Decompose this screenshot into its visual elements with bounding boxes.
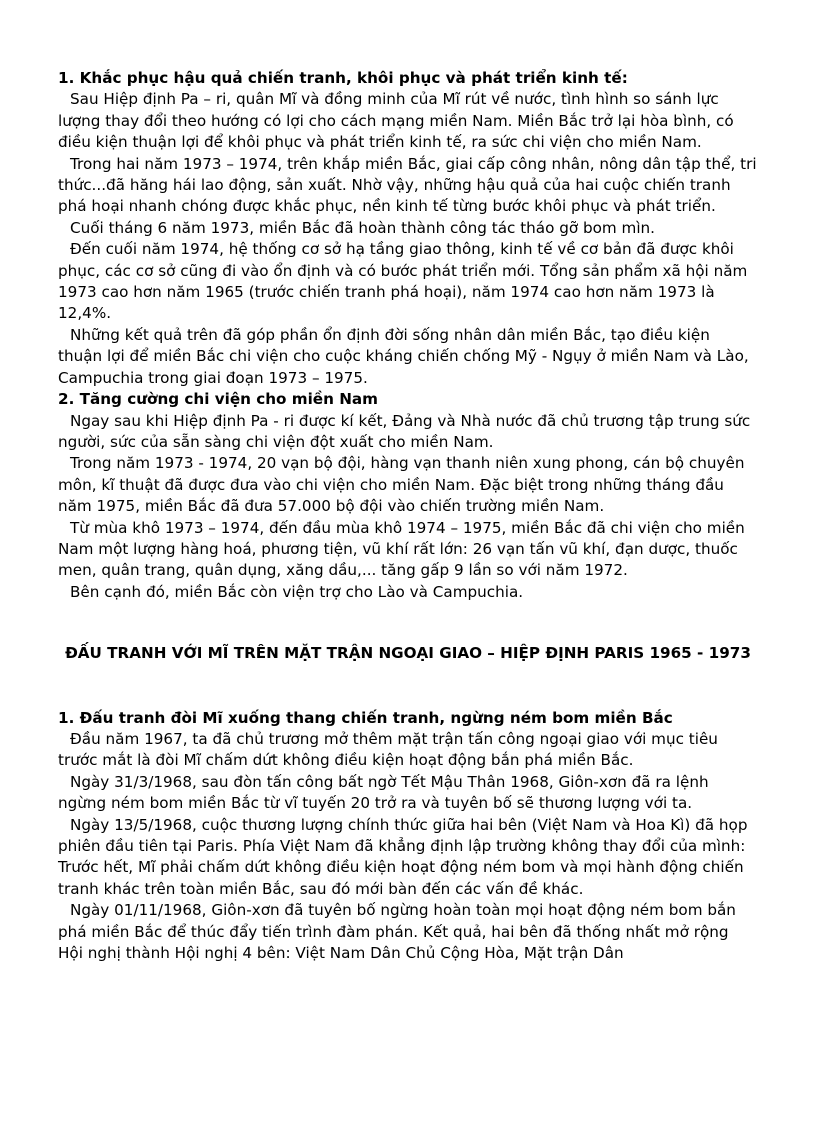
spacer bbox=[58, 603, 758, 643]
chapter-title: ĐẤU TRANH VỚI MĨ TRÊN MẶT TRẬN NGOẠI GIAO – HIỆP ĐỊNH PARIS 1965 - 1973 bbox=[65, 644, 751, 663]
paragraph: Cuối tháng 6 năm 1973, miền Bắc đã hoàn thành công tác tháo gỡ bom mìn. bbox=[70, 218, 656, 237]
paragraph: Đến cuối năm 1974, hệ thống cơ sở hạ tầng giao thông, kinh tế về cơ bản đã được khôi phục, các cơ sở cũng đi vào ổn định và có bước phát triển mới. Tổng sản phẩm xã hội năm 1973 cao hơn năm 1965 (trước chiến tranh phá hoại), năm 1974 cao hơn năm 1973 là 12,4%. bbox=[58, 240, 748, 323]
paragraph: Ngày 31/3/1968, sau đòn tấn công bất ngờ Tết Mậu Thân 1968, Giôn-xơn đã ra lệnh ngừng ném bom miền Bắc từ vĩ tuyến 20 trở ra và tuyên bố sẽ thương lượng với ta. bbox=[58, 772, 709, 813]
paragraph: Ngày 13/5/1968, cuộc thương lượng chính thức giữa hai bên (Việt Nam và Hoa Kì) đã họp phiên đầu tiên tại Paris. Phía Việt Nam đã khẳng định lập trường không thay đổi của mình: Trước hết, Mĩ phải chấm dứt không điều kiện hoạt động ném bom và mọi hành động chiến tranh khác trên toàn miền Bắc, sau đó mới bàn đến các vấn đề khác. bbox=[58, 815, 748, 898]
section-heading-economic-recovery: 1. Khắc phục hậu quả chiến tranh, khôi phục và phát triển kinh tế: bbox=[58, 69, 628, 87]
section-heading-diplomatic-struggle: 1. Đấu tranh đòi Mĩ xuống thang chiến tranh, ngừng ném bom miền Bắc bbox=[58, 708, 673, 727]
spacer bbox=[58, 665, 758, 708]
paragraph: Ngay sau khi Hiệp định Pa - ri được kí kết, Đảng và Nhà nước đã chủ trương tập trung sức người, sức của sẵn sàng chi viện đột xuất cho miền Nam. bbox=[58, 411, 751, 451]
paragraph: Sau Hiệp định Pa – ri, quân Mĩ và đồng minh của Mĩ rút về nước, tình hình so sánh lực lượng thay đổi theo hướng có lợi cho cách mạng miền Nam. Miền Bắc trở lại hòa bình, có điều kiện thuận lợi để khôi phục và phát triển kinh tế, ra sức chi viện cho miền Nam. bbox=[58, 90, 734, 152]
document-body bbox=[58, 68, 758, 964]
paragraph: Ngày 01/11/1968, Giôn-xơn đã tuyên bố ngừng hoàn toàn mọi hoạt động ném bom bắn phá miền Bắc để thúc đẩy tiến trình đàm phán. Kết quả, hai bên đã thống nhất mở rộng Hội nghị thành Hội nghị 4 bên: Việt Nam Dân Chủ Cộng Hòa, Mặt trận Dân bbox=[58, 901, 736, 963]
paragraph: Bên cạnh đó, miền Bắc còn viện trợ cho Lào và Campuchia. bbox=[70, 582, 524, 601]
paragraph: Đầu năm 1967, ta đã chủ trương mở thêm mặt trận tấn công ngoại giao với mục tiêu trước mắt là đòi Mĩ chấm dứt không điều kiện hoạt động bắn phá miền Bắc. bbox=[58, 729, 718, 770]
paragraph: Trong năm 1973 - 1974, 20 vạn bộ đội, hàng vạn thanh niên xung phong, cán bộ chuyên môn, kĩ thuật đã được đưa vào chi viện cho miền Nam. Đặc biệt trong những tháng đầu năm 1975, miền Bắc đã đưa 57.000 bộ đội vào chiến trường miền Nam. bbox=[58, 454, 745, 516]
section-heading-support-south: 2. Tăng cường chi viện cho miền Nam bbox=[58, 390, 378, 409]
paragraph: Những kết quả trên đã góp phần ổn định đời sống nhân dân miền Bắc, tạo điều kiện thuận lợi để miền Bắc chi viện cho cuộc kháng chiến chống Mỹ - Ngụy ở miền Nam và Lào, Campuchia trong giai đoạn 1973 – 1975. bbox=[58, 325, 749, 387]
paragraph: Trong hai năm 1973 – 1974, trên khắp miền Bắc, giai cấp công nhân, nông dân tập thể, tri thức...đã hăng hái lao động, sản xuất. Nhờ vậy, những hậu quả của hai cuộc chiến tranh phá hoại nhanh chóng được khắc phục, nền kinh tế từng bước khôi phục và phát triển. bbox=[58, 154, 757, 216]
paragraph: Từ mùa khô 1973 – 1974, đến đầu mùa khô 1974 – 1975, miền Bắc đã chi viện cho miền Nam một lượng hàng hoá, phương tiện, vũ khí rất lớn: 26 vạn tấn vũ khí, đạn dược, thuốc men, quân trang, quân dụng, xăng dầu,... tăng gấp 9 lần so với năm 1972. bbox=[58, 518, 745, 580]
